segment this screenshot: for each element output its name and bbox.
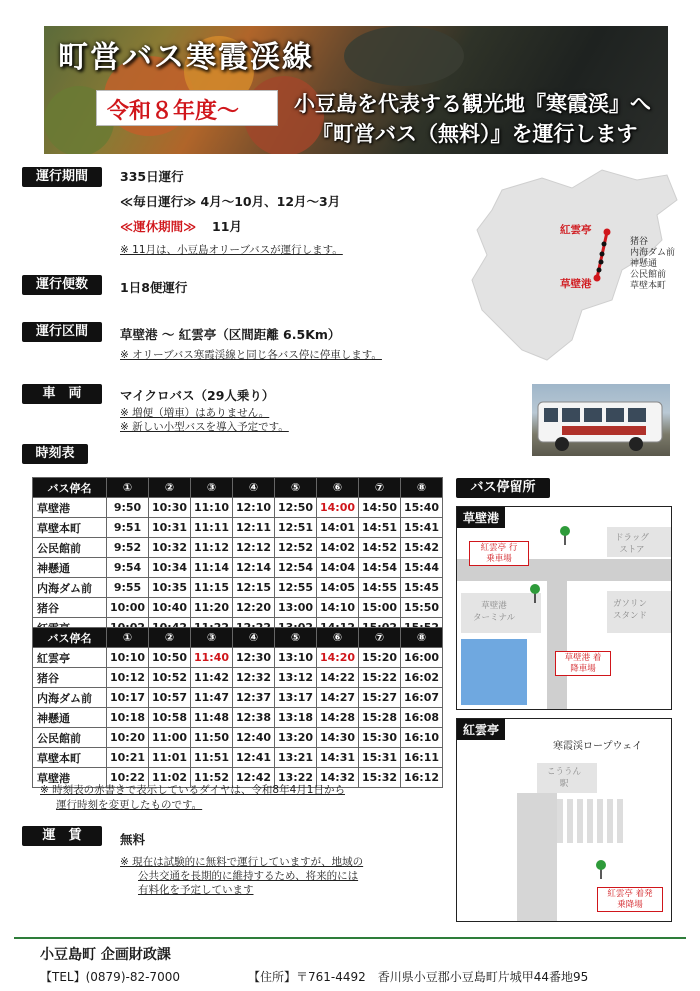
trip-number: ⑧ [401, 478, 443, 498]
time-cell: 15:42 [401, 538, 443, 558]
time-cell: 13:18 [275, 708, 317, 728]
trip-number: ⑤ [275, 628, 317, 648]
bus-stop-pin-icon [527, 583, 543, 605]
trip-number: ⑥ [317, 628, 359, 648]
fare-note3: 有料化を予定しています [138, 884, 254, 896]
header-banner [44, 26, 668, 154]
time-cell: 14:22 [317, 668, 359, 688]
time-cell: 12:15 [233, 578, 275, 598]
time-cell: 12:32 [233, 668, 275, 688]
time-cell: 15:00 [359, 598, 401, 618]
header-stop: バス停名 [33, 628, 107, 648]
time-cell: 13:12 [275, 668, 317, 688]
drugstore-label: ドラッグ ストア [615, 533, 649, 555]
fare-label: 運 賃 [22, 826, 102, 846]
table-row [33, 648, 443, 668]
table-row [33, 598, 443, 618]
footer-tel: 【TEL】(0879)-82-7000 [40, 970, 180, 984]
time-cell: 12:10 [233, 498, 275, 518]
time-cell: 15:27 [359, 688, 401, 708]
bus-photo [532, 384, 670, 456]
fare-note1: ※ 現在は試験的に無料で運行していますが、地域の [120, 856, 364, 868]
time-cell: 10:57 [149, 688, 191, 708]
time-cell: 13:00 [275, 598, 317, 618]
time-cell: 15:20 [359, 648, 401, 668]
cliff-decoration [344, 26, 464, 86]
table-row [33, 538, 443, 558]
timetable-label: 時刻表 [22, 444, 88, 464]
route-note: ※ オリーブバス寒霞渓線と同じ各バス停に停車します。 [120, 349, 382, 361]
time-cell: 10:20 [107, 728, 149, 748]
time-cell: 12:11 [233, 518, 275, 538]
trip-number: ⑧ [401, 628, 443, 648]
vehicle-note1: ※ 増便（増車）はありません。 [120, 407, 270, 419]
time-cell: 9:54 [107, 558, 149, 578]
time-cell: 12:12 [233, 538, 275, 558]
time-cell: 10:34 [149, 558, 191, 578]
time-cell: 13:20 [275, 728, 317, 748]
route-value: 草壁港 〜 紅雲亭（区間距離 6.5Km） [120, 327, 341, 342]
time-cell: 14:10 [317, 598, 359, 618]
vehicle-value: マイクロバス（29人乗り） [120, 388, 275, 403]
map-stop: 草壁本町 [630, 281, 667, 291]
time-cell: 11:02 [149, 768, 191, 788]
timetable-down [32, 627, 443, 788]
footer-org: 小豆島町 企画財政課 [40, 947, 171, 963]
time-cell: 14:02 [317, 538, 359, 558]
time-cell: 11:15 [191, 578, 233, 598]
stop-name-cell: 草壁港 [33, 768, 107, 788]
station-label: こううん 駅 [547, 767, 582, 789]
footer-address: 【住所】〒761-4492 香川県小豆郡小豆島町片城甲44番地95 [248, 970, 589, 984]
suspended-month: 11月 [212, 219, 242, 234]
trip-number: ⑥ [317, 478, 359, 498]
map-stop: 猪谷 [630, 237, 649, 247]
fare-note2: 公共交通を長期的に維持するため、将来的には [138, 870, 359, 882]
time-cell: 15:32 [359, 768, 401, 788]
stop-name-cell: 草壁港 [33, 498, 107, 518]
sea [461, 639, 527, 705]
trip-number: ① [107, 478, 149, 498]
stop-name-cell: 神懸通 [33, 708, 107, 728]
time-cell: 9:52 [107, 538, 149, 558]
time-cell: 11:47 [191, 688, 233, 708]
time-cell: 14:51 [359, 518, 401, 538]
time-cell: 14:52 [359, 538, 401, 558]
trip-number: ① [107, 628, 149, 648]
suspended-label: ≪運休期間≫ [120, 219, 197, 234]
time-cell: 16:11 [401, 748, 443, 768]
trips-value: 1日8便運行 [120, 280, 188, 295]
stop-name-cell: 猪谷 [33, 598, 107, 618]
catchphrase-line1: 小豆島を代表する観光地『寒霞渓』へ [294, 92, 651, 116]
trip-number: ② [149, 628, 191, 648]
timetable-header-row [33, 628, 443, 648]
time-cell: 14:28 [317, 708, 359, 728]
time-cell: 10:58 [149, 708, 191, 728]
footer-divider [14, 937, 686, 939]
map-stop: 神懸通 [630, 259, 658, 269]
map-kusakabe-label: 草壁港 [560, 278, 592, 290]
time-cell: 9:51 [107, 518, 149, 538]
time-cell: 11:42 [191, 668, 233, 688]
trip-number: ⑤ [275, 478, 317, 498]
table-row [33, 728, 443, 748]
table-row [33, 558, 443, 578]
fare-value: 無料 [120, 832, 146, 847]
stop-name-cell: 内海ダム前 [33, 578, 107, 598]
bus-stop-pin-icon [593, 859, 609, 881]
stop-name-cell: 草壁本町 [33, 518, 107, 538]
time-cell: 10:12 [107, 668, 149, 688]
time-cell: 12:52 [275, 538, 317, 558]
trip-number: ② [149, 478, 191, 498]
time-cell: 10:31 [149, 518, 191, 538]
timetable-note-line1: ※ 時刻表の赤書きで表示しているダイヤは、令和8年4月1日から [40, 784, 345, 796]
time-cell: 15:30 [359, 728, 401, 748]
time-cell: 11:52 [191, 768, 233, 788]
stop-name-cell: 紅雲亭 [33, 648, 107, 668]
stop-name-cell: 内海ダム前 [33, 688, 107, 708]
kounten-stop-map [456, 718, 672, 922]
trips-label: 運行便数 [22, 275, 102, 295]
time-cell: 12:51 [275, 518, 317, 538]
time-cell: 11:50 [191, 728, 233, 748]
time-cell: 12:54 [275, 558, 317, 578]
kounten-map-title: 紅雲亭 [457, 719, 505, 740]
time-cell: 10:00 [107, 598, 149, 618]
table-row [33, 688, 443, 708]
time-cell: 12:50 [275, 498, 317, 518]
time-cell: 11:11 [191, 518, 233, 538]
trip-number: ⑦ [359, 628, 401, 648]
time-cell: 9:50 [107, 498, 149, 518]
time-cell: 15:40 [401, 498, 443, 518]
timetable-note-line2: 運行時刻を変更したものです。 [56, 799, 203, 811]
time-cell: 16:07 [401, 688, 443, 708]
kounten-stop-box: 紅雲亭 着発 乗降場 [597, 887, 663, 912]
map-stop: 公民館前 [630, 270, 667, 280]
time-cell: 10:40 [149, 598, 191, 618]
year-box [96, 90, 278, 126]
stop-name-cell: 神懸通 [33, 558, 107, 578]
time-cell: 15:28 [359, 708, 401, 728]
time-cell: 11:48 [191, 708, 233, 728]
bus-stops-label: バス停留所 [456, 478, 550, 498]
time-cell: 12:14 [233, 558, 275, 578]
time-cell: 15:45 [401, 578, 443, 598]
time-cell: 12:30 [233, 648, 275, 668]
time-cell: 12:38 [233, 708, 275, 728]
time-cell: 11:01 [149, 748, 191, 768]
time-cell: 9:55 [107, 578, 149, 598]
kusakabe-map-title: 草壁港 [457, 507, 505, 528]
daily-operation: ≪毎日運行≫ 4月〜10月、12月〜3月 [120, 194, 341, 209]
table-row [33, 668, 443, 688]
trip-number: ④ [233, 478, 275, 498]
time-cell: 12:41 [233, 748, 275, 768]
time-cell: 11:51 [191, 748, 233, 768]
table-row [33, 708, 443, 728]
time-cell: 15:31 [359, 748, 401, 768]
time-cell: 14:05 [317, 578, 359, 598]
operation-note: ※ 11月は、小豆島オリーブバスが運行します。 [120, 244, 343, 256]
operation-days: 335日運行 [120, 169, 184, 184]
time-cell: 10:30 [149, 498, 191, 518]
time-cell: 16:02 [401, 668, 443, 688]
time-cell: 16:10 [401, 728, 443, 748]
time-cell: 16:12 [401, 768, 443, 788]
page-title: 町営バス寒霞渓線 [58, 40, 314, 75]
kusakabe-stop-map [456, 506, 672, 710]
table-row [33, 748, 443, 768]
map-stop: 内海ダム前 [630, 248, 676, 258]
time-cell: 10:22 [107, 768, 149, 788]
trip-number: ⑦ [359, 478, 401, 498]
time-cell: 13:21 [275, 748, 317, 768]
timetable-up [32, 477, 443, 638]
operation-period-label: 運行期間 [22, 167, 102, 187]
time-cell: 14:32 [317, 768, 359, 788]
time-cell: 10:32 [149, 538, 191, 558]
timetable-header-row [33, 478, 443, 498]
time-cell: 13:17 [275, 688, 317, 708]
time-cell: 10:35 [149, 578, 191, 598]
route-map [462, 160, 682, 370]
time-cell: 12:42 [233, 768, 275, 788]
year-label: 令和８年度〜 [107, 99, 240, 124]
table-row [33, 498, 443, 518]
table-row [33, 518, 443, 538]
time-cell: 11:20 [191, 598, 233, 618]
catchphrase-line2: 『町営バス（無料）』を運行します [312, 122, 638, 146]
vehicle-label: 車 両 [22, 384, 102, 404]
time-cell: 10:21 [107, 748, 149, 768]
time-cell: 15:44 [401, 558, 443, 578]
road [547, 581, 567, 710]
table-row [33, 578, 443, 598]
time-cell: 10:52 [149, 668, 191, 688]
stop-name-cell: 草壁本町 [33, 748, 107, 768]
time-cell: 11:40 [191, 648, 233, 668]
time-cell: 13:10 [275, 648, 317, 668]
time-cell: 12:55 [275, 578, 317, 598]
road [517, 793, 557, 922]
time-cell: 16:08 [401, 708, 443, 728]
ropeway-label: 寒霞渓ロープウェイ [553, 741, 643, 752]
time-cell: 14:54 [359, 558, 401, 578]
gas-station-label: ガソリン スタンド [613, 599, 648, 621]
time-cell: 11:10 [191, 498, 233, 518]
time-cell: 15:22 [359, 668, 401, 688]
time-cell: 12:40 [233, 728, 275, 748]
time-cell: 10:50 [149, 648, 191, 668]
kusakabe-boarding-box: 紅雲亭 行 乗車場 [469, 541, 529, 566]
time-cell: 14:20 [317, 648, 359, 668]
trip-number: ③ [191, 478, 233, 498]
terminal-label: 草壁港 ターミナル [473, 601, 516, 623]
header-stop: バス停名 [33, 478, 107, 498]
trip-number: ③ [191, 628, 233, 648]
time-cell: 15:50 [401, 598, 443, 618]
time-cell: 14:31 [317, 748, 359, 768]
bus-stop-pin-icon [557, 525, 573, 547]
time-cell: 15:41 [401, 518, 443, 538]
kusakabe-alighting-box: 草壁港 着 降車場 [555, 651, 611, 676]
time-cell: 14:01 [317, 518, 359, 538]
trip-number: ④ [233, 628, 275, 648]
time-cell: 12:20 [233, 598, 275, 618]
time-cell: 12:37 [233, 688, 275, 708]
route-label: 運行区間 [22, 322, 102, 342]
time-cell: 14:55 [359, 578, 401, 598]
time-cell: 11:12 [191, 538, 233, 558]
time-cell: 14:27 [317, 688, 359, 708]
time-cell: 14:04 [317, 558, 359, 578]
stop-name-cell: 公民館前 [33, 538, 107, 558]
time-cell: 14:30 [317, 728, 359, 748]
stop-name-cell: 猪谷 [33, 668, 107, 688]
time-cell: 10:10 [107, 648, 149, 668]
map-kounten-label: 紅雲亭 [560, 224, 592, 236]
time-cell: 11:00 [149, 728, 191, 748]
stop-name-cell: 公民館前 [33, 728, 107, 748]
vehicle-note2: ※ 新しい小型バスを導入予定です。 [120, 421, 289, 433]
time-cell: 14:00 [317, 498, 359, 518]
microbus-icon [532, 384, 670, 456]
time-cell: 11:14 [191, 558, 233, 578]
time-cell: 16:00 [401, 648, 443, 668]
parking-area [557, 799, 627, 843]
time-cell: 13:22 [275, 768, 317, 788]
time-cell: 14:50 [359, 498, 401, 518]
time-cell: 10:18 [107, 708, 149, 728]
time-cell: 10:17 [107, 688, 149, 708]
